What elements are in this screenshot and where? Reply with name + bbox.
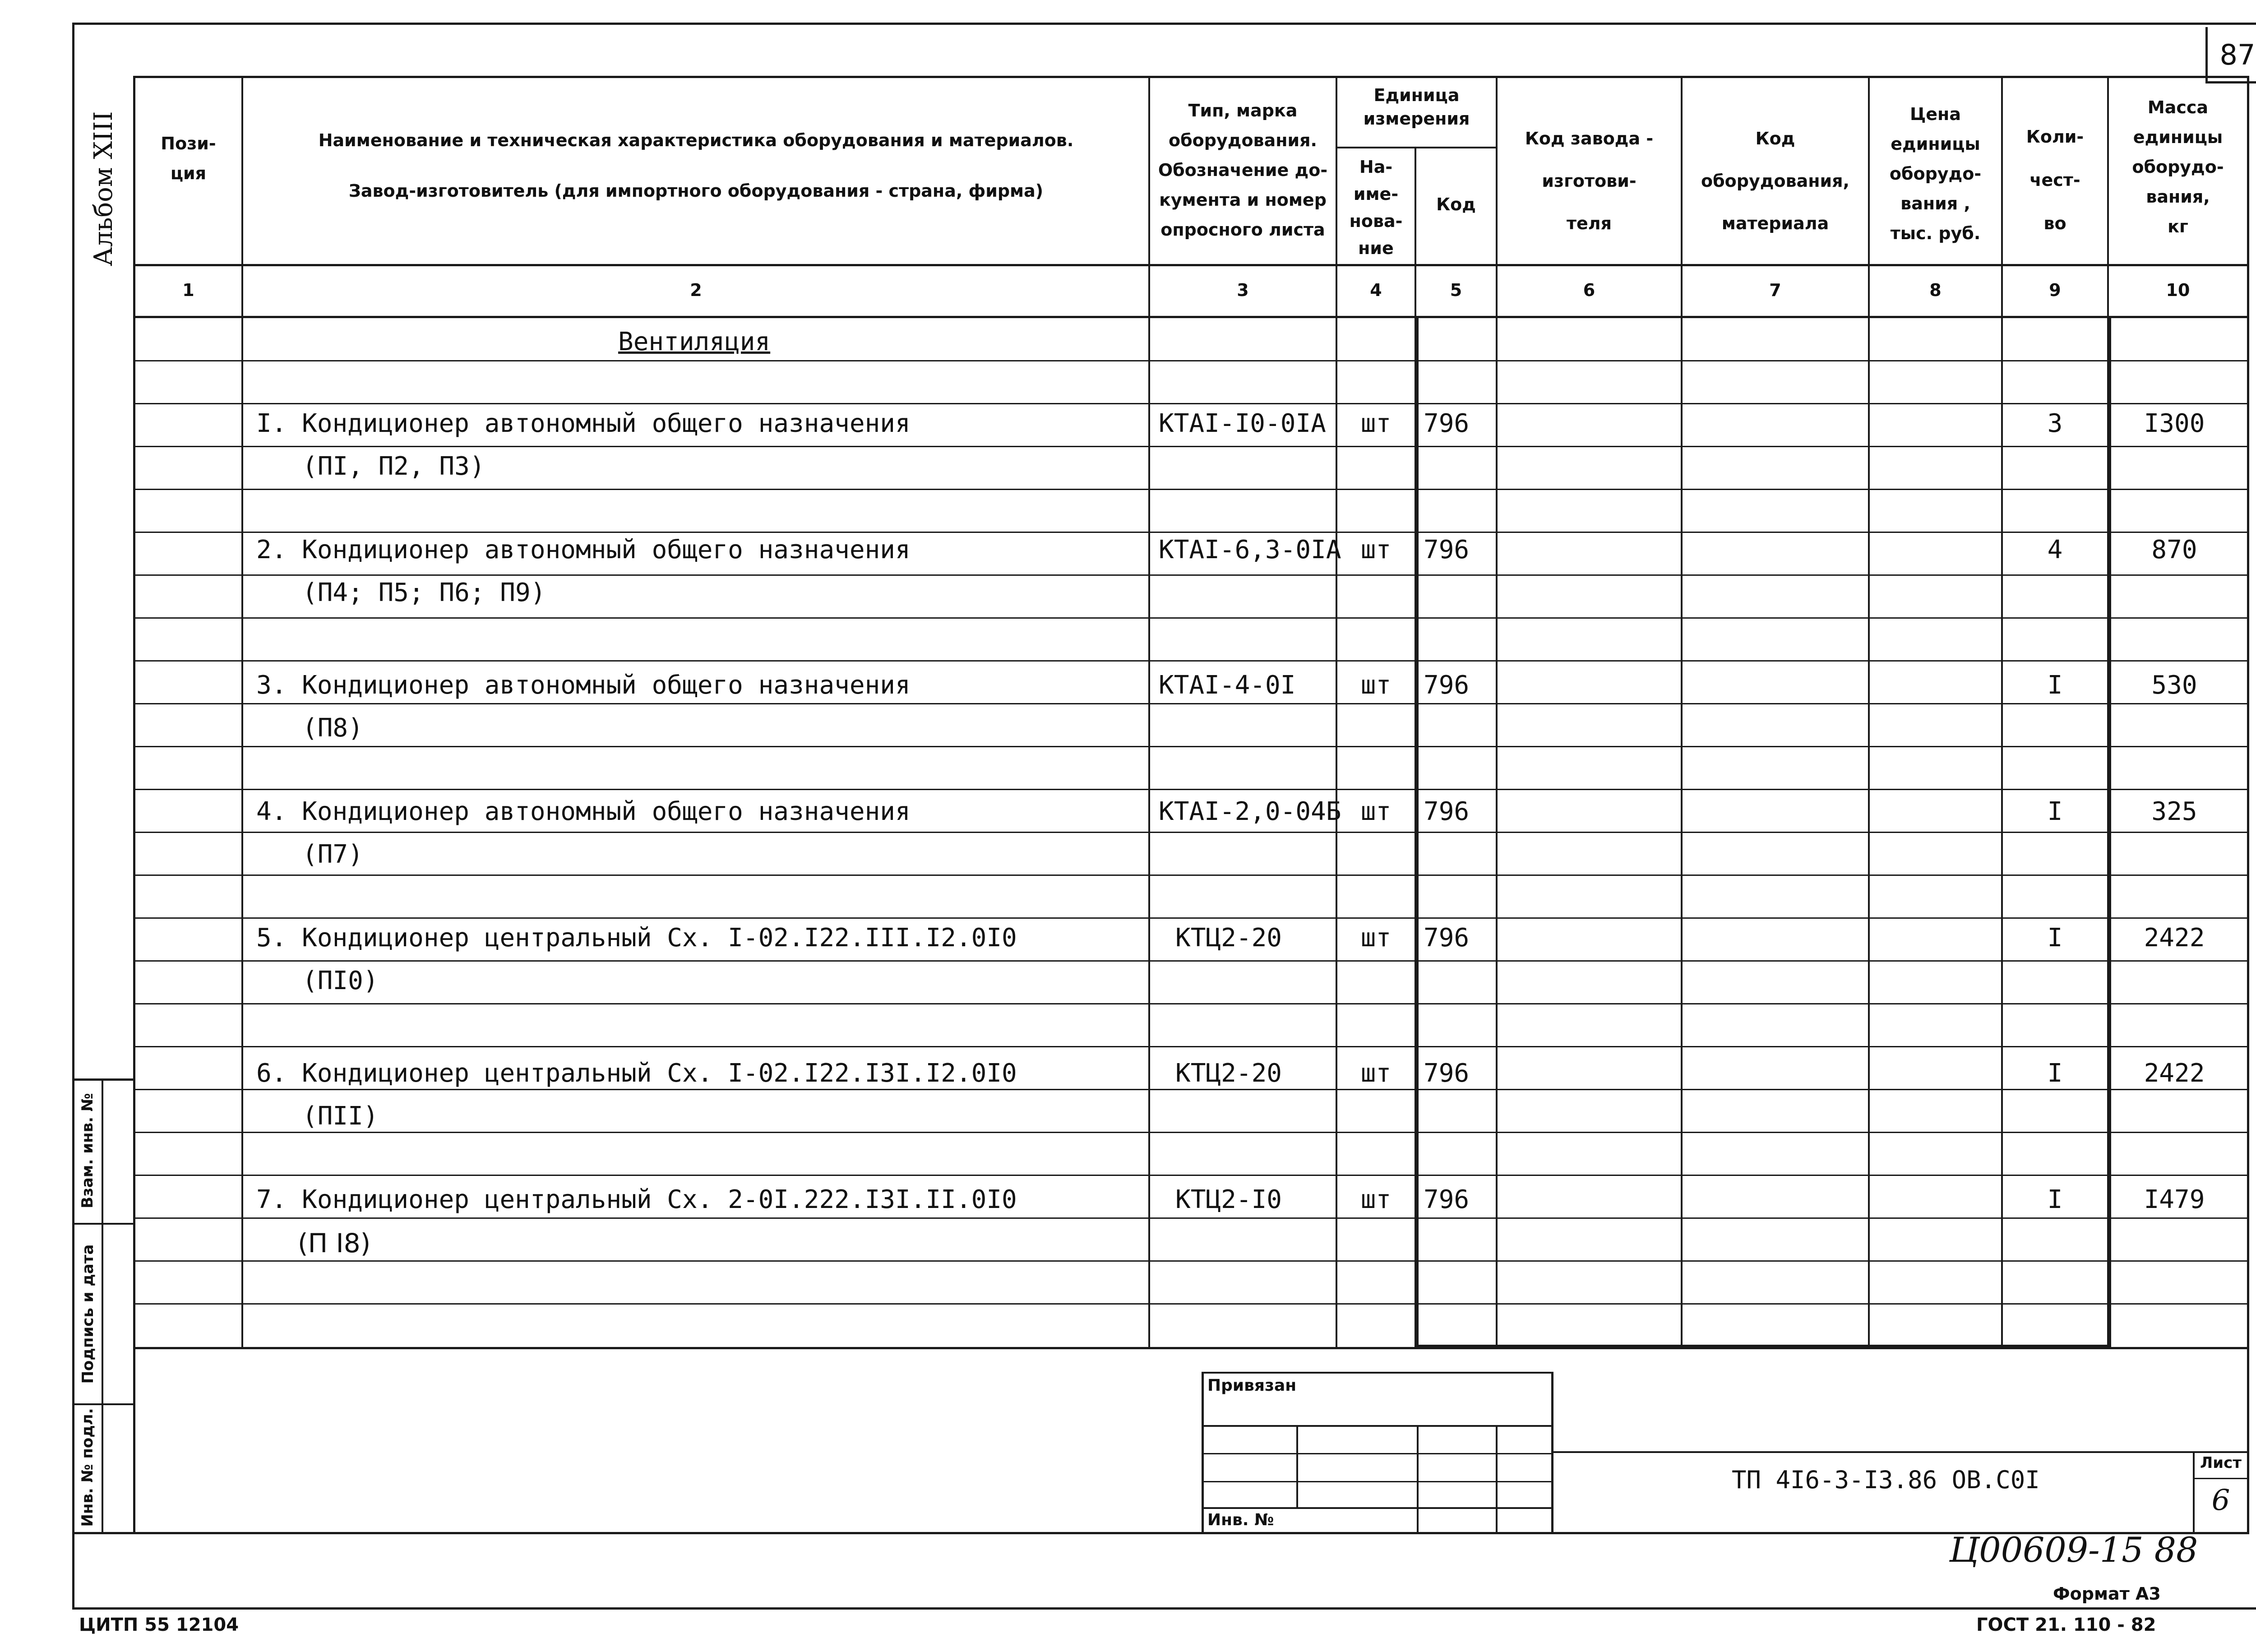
section-title: Вентиляция (618, 327, 771, 356)
item-name: 4. Кондиционер автономный общего назначения (256, 797, 911, 826)
item-sub: (П4; П5; П6; П9) (302, 578, 546, 607)
item-type: КТЦ2-I0 (1175, 1185, 1282, 1214)
item-name: 7. Кондиционер центральный Сх. 2-0I.222.I3I.II.0I0 (256, 1185, 1017, 1214)
item-mass: I479 (2144, 1185, 2205, 1214)
col-number-1: 1 (182, 280, 194, 300)
header-mass: Масса единицы оборудо- вания, кг (2132, 97, 2224, 236)
item-qty: I (2047, 797, 2063, 826)
header-unit-code: Код (1436, 194, 1476, 214)
item-name: 2. Кондиционер автономный общего назначения (256, 535, 911, 565)
header-unit-group: Единица измерения (1363, 85, 1470, 129)
tb-designation: ТП 4I6-3-I3.86 ОВ.С0I (1732, 1466, 2040, 1494)
footer-left: ЦИТП 55 12104 (79, 1615, 239, 1635)
item-code: 796 (1424, 923, 1470, 953)
stamp-replace-inv: Взам. инв. № (79, 1093, 97, 1208)
header-unit-name: На- име- нова- ние (1349, 157, 1403, 258)
header-type: Тип, марка оборудования. Обозначение до- кумента и номер опросного листа (1158, 101, 1328, 240)
item-code: 796 (1424, 1185, 1470, 1214)
item-qty: I (2047, 1185, 2063, 1214)
handwritten-archive-number: Ц00609-15 88 (1949, 1530, 2198, 1570)
item-sub: (ПII) (302, 1101, 379, 1131)
item-qty: I (2047, 1059, 2063, 1088)
item-qty: I (2047, 923, 2063, 953)
item-code: 796 (1424, 409, 1470, 438)
item-unit: шт (1360, 671, 1392, 700)
item-name: 6. Кондиционер центральный Сх. I-02.I22.I3I.I2.0I0 (256, 1059, 1017, 1088)
item-sub: (ПI, П2, П3) (302, 452, 485, 481)
item-code: 796 (1424, 535, 1470, 565)
item-type: КТАI-4-0I (1159, 671, 1296, 700)
footer-right: ГОСТ 21. 110 - 82 (1976, 1615, 2156, 1635)
stamp-inv-original: Инв. № подл. (79, 1408, 97, 1527)
item-mass: 2422 (2144, 923, 2205, 953)
item-type: КТАI-6,3-0IA (1159, 535, 1341, 565)
item-type: КТАI-I0-0IA (1159, 409, 1326, 438)
tb-sheet-number: 6 (2211, 1484, 2230, 1517)
tb-sheet-label: Лист (2200, 1454, 2242, 1472)
item-sub: (П I8) (298, 1228, 371, 1259)
item-unit: шт (1360, 409, 1392, 438)
header-price: Цена единицы оборудо- вания , тыс. руб. (1889, 104, 1982, 243)
item-code: 796 (1424, 671, 1470, 700)
item-code: 796 (1424, 1059, 1470, 1088)
item-code: 796 (1424, 797, 1470, 826)
item-name: I. Кондиционер автономный общего назначения (256, 409, 911, 438)
header-name: Наименование и техническая характеристика оборудования и материалов. Завод-изготовитель (для импортного оборудования - страна, фирма) (318, 130, 1074, 201)
item-type: КТАI-2,0-04Б (1159, 797, 1341, 826)
col-number-2: 2 (690, 280, 702, 300)
col-number-7: 7 (1769, 280, 1781, 300)
stamp-sign-date: Подпись и дата (79, 1244, 97, 1384)
item-type: КТЦ2-20 (1175, 923, 1282, 953)
item-unit: шт (1360, 535, 1392, 565)
sheet-number-top: 87 (2219, 38, 2256, 71)
col-number-8: 8 (1929, 280, 1942, 300)
col-number-9: 9 (2049, 280, 2061, 300)
album-label: Альбом XIII (89, 111, 118, 266)
item-qty: 3 (2047, 409, 2063, 438)
item-qty: 4 (2047, 535, 2063, 565)
header-equipment-code: Код оборудования, материала (1701, 129, 1849, 233)
item-mass: 870 (2151, 535, 2197, 565)
item-type: КТЦ2-20 (1175, 1059, 1282, 1088)
item-mass: 530 (2151, 671, 2197, 700)
item-mass: I300 (2144, 409, 2205, 438)
header-factory-code: Код завода - изготови- теля (1525, 129, 1654, 233)
col-number-6: 6 (1583, 280, 1595, 300)
item-mass: 325 (2151, 797, 2197, 826)
item-unit: шт (1360, 1185, 1392, 1214)
item-qty: I (2047, 671, 2063, 700)
item-unit: шт (1360, 923, 1392, 953)
col-number-5: 5 (1450, 280, 1462, 300)
header-quantity: Коли- чест- во (2026, 127, 2084, 233)
col-number-3: 3 (1237, 280, 1249, 300)
item-sub: (ПI0) (302, 966, 379, 995)
item-name: 3. Кондиционер автономный общего назначения (256, 671, 911, 700)
item-sub: (П7) (302, 840, 363, 869)
item-unit: шт (1360, 1059, 1392, 1088)
col-number-4: 4 (1370, 280, 1382, 300)
header-position: Пози- ция (161, 134, 216, 183)
tb-privyazan: Привязан (1207, 1376, 1297, 1395)
col-number-10: 10 (2166, 280, 2190, 300)
tb-inv-number: Инв. № (1207, 1511, 1274, 1529)
item-mass: 2422 (2144, 1059, 2205, 1088)
item-name: 5. Кондиционер центральный Сх. I-02.I22.III.I2.0I0 (256, 923, 1017, 953)
format-label: Формат А3 (2053, 1584, 2161, 1604)
item-sub: (П8) (302, 713, 363, 743)
item-unit: шт (1360, 797, 1392, 826)
